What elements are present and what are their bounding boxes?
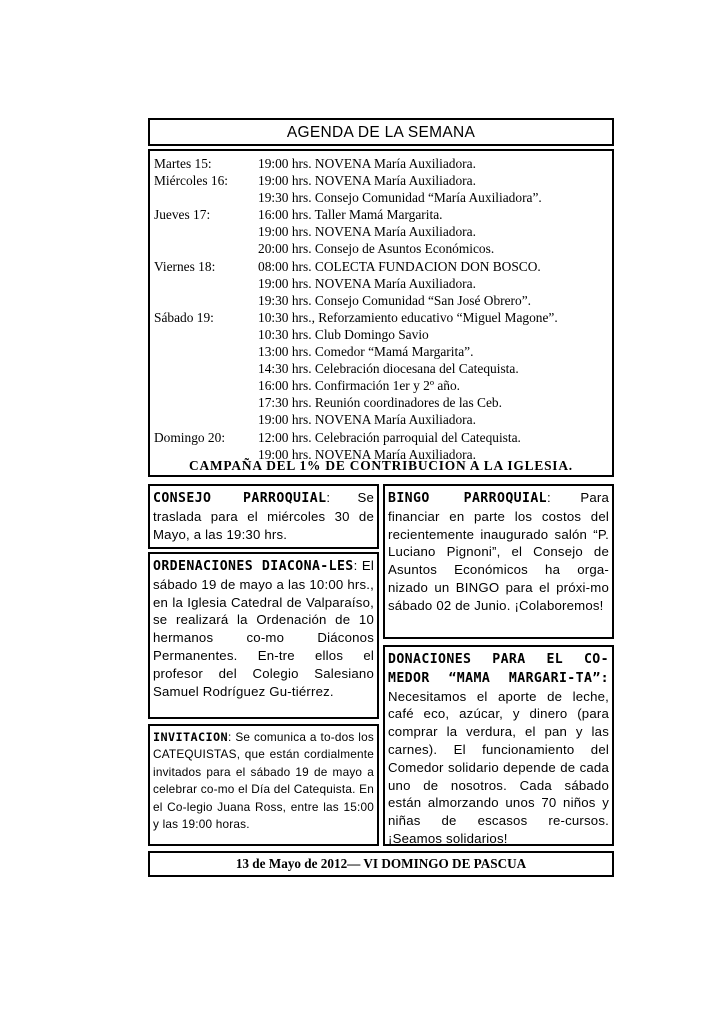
agenda-box: [148, 149, 614, 477]
agenda-day: Jueves 17:: [154, 207, 211, 223]
agenda-event: 10:30 hrs. Club Domingo Savio: [258, 326, 429, 342]
ordenaciones-title: ORDENACIONES DIACONA-LES: [153, 559, 354, 574]
invitacion-panel: [148, 724, 379, 846]
agenda-row: [154, 223, 608, 240]
agenda-row: [154, 240, 608, 257]
consejo-text: : Se traslada para el miércoles 30 de Mayo, a las 19:30 hrs.: [153, 490, 374, 542]
agenda-day: Domingo 20:: [154, 429, 226, 445]
agenda-event: 10:30 hrs., Reforzamiento educativo “Miguel Magone”.: [258, 309, 558, 325]
consejo-panel: [148, 484, 379, 549]
agenda-list: [154, 155, 608, 463]
agenda-row: [154, 360, 608, 377]
agenda-day: [154, 360, 258, 377]
consejo-title: CONSEJO PARROQUIAL: [153, 491, 327, 506]
agenda-row: [154, 326, 608, 343]
agenda-event: 14:30 hrs. Celebración diocesana del Catequista.: [258, 361, 519, 377]
agenda-event: 19:00 hrs. NOVENA María Auxiliadora.: [258, 412, 476, 428]
agenda-day: [154, 292, 258, 309]
agenda-day: Miércoles 16:: [154, 173, 229, 189]
ordenaciones-text: : El sábado 19 de mayo a las 10:00 hrs., en la Iglesia Catedral de Valparaíso, se realizará la Ordenación de 10 hermanos co-mo Diáconos Permanentes. En-tre ellos el profesor del Colegio Salesiano Samuel Rodríguez Gu-tiérrez.: [153, 558, 375, 699]
donaciones-title: DONACIONES PARA EL CO-MEDOR “MAMA MARGARI-TA”:: [388, 652, 609, 686]
bingo-panel: [383, 484, 614, 639]
agenda-day: [154, 275, 258, 292]
agenda-event: 19:00 hrs. NOVENA María Auxiliadora.: [258, 173, 476, 189]
agenda-row: [154, 275, 608, 292]
agenda-event: 19:00 hrs. NOVENA María Auxiliadora.: [258, 156, 476, 171]
agenda-row: [154, 206, 608, 223]
agenda-event: 16:00 hrs. Confirmación 1er y 2º año.: [258, 378, 460, 394]
agenda-day: Viernes 18:: [154, 258, 216, 274]
bingo-title: BINGO PARROQUIAL: [388, 491, 548, 506]
agenda-title-box: [148, 118, 614, 146]
agenda-event: 19:00 hrs. NOVENA María Auxiliadora.: [258, 275, 476, 291]
agenda-row: [154, 343, 608, 360]
agenda-day: [154, 377, 258, 394]
footer-date: 13 de Mayo de 2012— VI DOMINGO DE PASCUA: [235, 856, 527, 871]
agenda-row: [154, 292, 608, 309]
donaciones-panel: [383, 645, 614, 846]
agenda-day: Martes 15:: [154, 156, 212, 171]
agenda-event: 08:00 hrs. COLECTA FUNDACION DON BOSCO.: [258, 258, 541, 274]
agenda-row: [154, 429, 608, 446]
campaign-banner: CAMPAÑA DEL 1% DE CONTRIBUCION A LA IGLESIA.: [189, 458, 573, 473]
agenda-row: [154, 155, 608, 172]
agenda-row: [154, 377, 608, 394]
agenda-row: [154, 189, 608, 206]
agenda-event: 19:30 hrs. Consejo Comunidad “San José Obrero”.: [258, 292, 531, 308]
agenda-event: 13:00 hrs. Comedor “Mamá Margarita”.: [258, 344, 474, 360]
agenda-title: AGENDA DE LA SEMANA: [286, 124, 476, 141]
agenda-row: [154, 394, 608, 411]
agenda-day: [154, 223, 258, 240]
agenda-event: 12:00 hrs. Celebración parroquial del Catequista.: [258, 429, 521, 445]
agenda-event: 20:00 hrs. Consejo de Asuntos Económicos.: [258, 241, 495, 257]
agenda-row: [154, 309, 608, 326]
agenda-day: [154, 189, 258, 206]
agenda-day: [154, 240, 258, 257]
agenda-row: [154, 411, 608, 428]
invitacion-text: : Se comunica a to-dos los CATEQUISTAS, que están cordialmente invitados para el sábado 19 de mayo a celebrar co-mo el Día del Catequista. En el Co-legio Juana Ross, entre las 15:00 y las 19:00 horas.: [153, 730, 374, 832]
agenda-event: 19:30 hrs. Consejo Comunidad “María Auxiliadora”.: [258, 190, 542, 206]
agenda-day: [154, 394, 258, 411]
agenda-day: [154, 326, 258, 343]
ordenaciones-panel: [148, 552, 379, 719]
agenda-event: 17:30 hrs. Reunión coordinadores de las Ceb.: [258, 395, 502, 411]
footer-box: [148, 851, 614, 877]
invitacion-title: INVITACION: [153, 730, 229, 744]
agenda-day: [154, 411, 258, 428]
agenda-row: [154, 172, 608, 189]
agenda-row: [154, 258, 608, 275]
donaciones-text: Necesitamos el aporte de leche, café eco, azúcar, y dinero (para comprar la verdura, el pan y las carnes). El funcionamiento del Comedor solidario depende de cada uno de nosotros. Cada sábado están almorzando unos 70 niños y niñas de escasos re-cursos. ¡Seamos solidarios!: [388, 688, 609, 846]
agenda-event: 19:00 hrs. NOVENA María Auxiliadora.: [258, 446, 476, 462]
bingo-text: : Para financiar en parte los costos del recientemente inaugurado salón “P. Luciano Pignoni”, el Consejo de Asuntos Económicos ha orga-nizado un BINGO para el próxi-mo sábado 02 de Junio. ¡Colaboremos!: [388, 490, 610, 613]
agenda-day: Sábado 19:: [154, 309, 214, 325]
agenda-event: 19:00 hrs. NOVENA María Auxiliadora.: [258, 224, 476, 240]
agenda-event: 16:00 hrs. Taller Mamá Margarita.: [258, 207, 443, 223]
agenda-day: [154, 343, 258, 360]
